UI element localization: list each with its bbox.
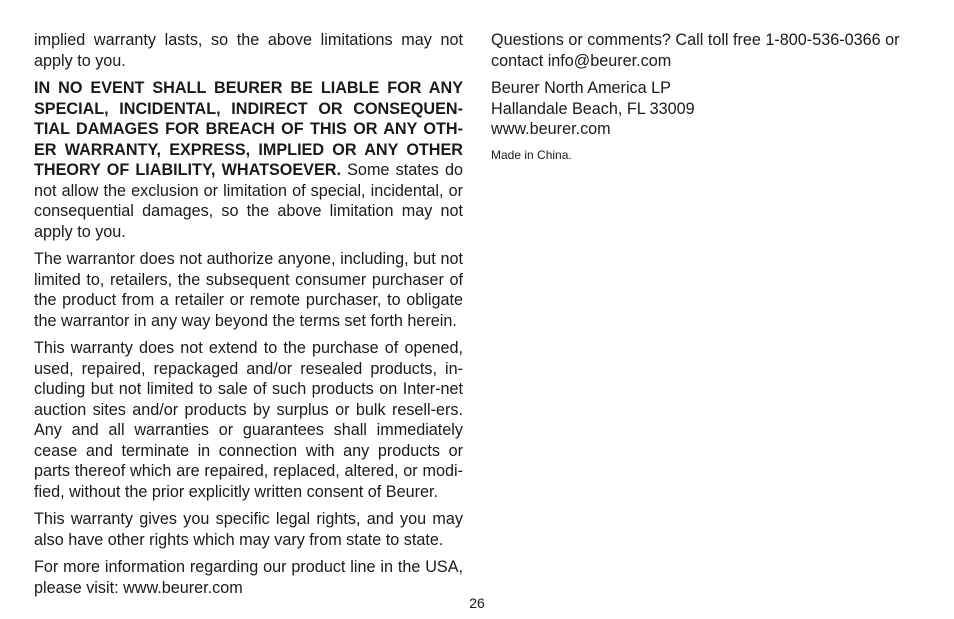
paragraph-liability <box>34 78 463 242</box>
company-name: Beurer North America LP <box>491 79 671 97</box>
company-address: Hallandale Beach, FL 33009 <box>491 99 695 118</box>
paragraph-warrantor-authorization: The warrantor does not authorize anyone, including, but not limited to, retailers, the subsequent consumer purchaser of the product from a retailer or remote purchaser, to obligate the warrantor in any way beyond the terms set forth herein. <box>34 250 463 330</box>
company-website: www.beurer.com <box>491 120 611 138</box>
paragraph-warranty-exclusions: This warranty does not extend to the purchase of opened, used, repaired, repackaged and/or resealed products, in-cluding but not limited to sale of such products on Inter-net auction sites and/or products by surplus or bulk resell-ers. Any and all warranties or guarantees shall immediately cease and terminate in connection with any products or parts thereof which are repaired, replaced, altered, or modi-fied, without the prior explicitly written consent of Beurer. <box>34 339 463 501</box>
right-column <box>491 30 931 170</box>
paragraph-implied-warranty: implied warranty lasts, so the above limitations may not apply to you. <box>34 31 463 70</box>
left-column <box>34 30 463 605</box>
liability-disclaimer-bold: IN NO EVENT SHALL BEURER BE LIABLE FOR ANY SPECIAL, INCIDENTAL, INDIRECT OR CONSEQUEN-TIAL DAMAGES FOR BREACH OF THIS OR ANY OTH-ER WARRANTY, EXPRESS, IMPLIED OR ANY OTHER THEORY OF LIABILITY, WHATSOEVER. <box>34 79 463 179</box>
page-number: 26 <box>469 595 485 611</box>
liability-disclaimer-rest: Some states do not allow the exclusion or limitation of special, incidental, or consequential damages, so the above limitation may not apply to you. <box>34 161 463 241</box>
contact-info: Questions or comments? Call toll free 1-800-536-0366 or contact info@beurer.com <box>491 31 900 70</box>
made-in-note: Made in China. <box>491 147 572 162</box>
paragraph-legal-rights: This warranty gives you specific legal rights, and you may also have other rights which may vary from state to state. <box>34 510 463 549</box>
paragraph-more-info: For more information regarding our product line in the USA, please visit: www.beurer.com <box>34 558 463 597</box>
company-address-block <box>491 78 931 140</box>
